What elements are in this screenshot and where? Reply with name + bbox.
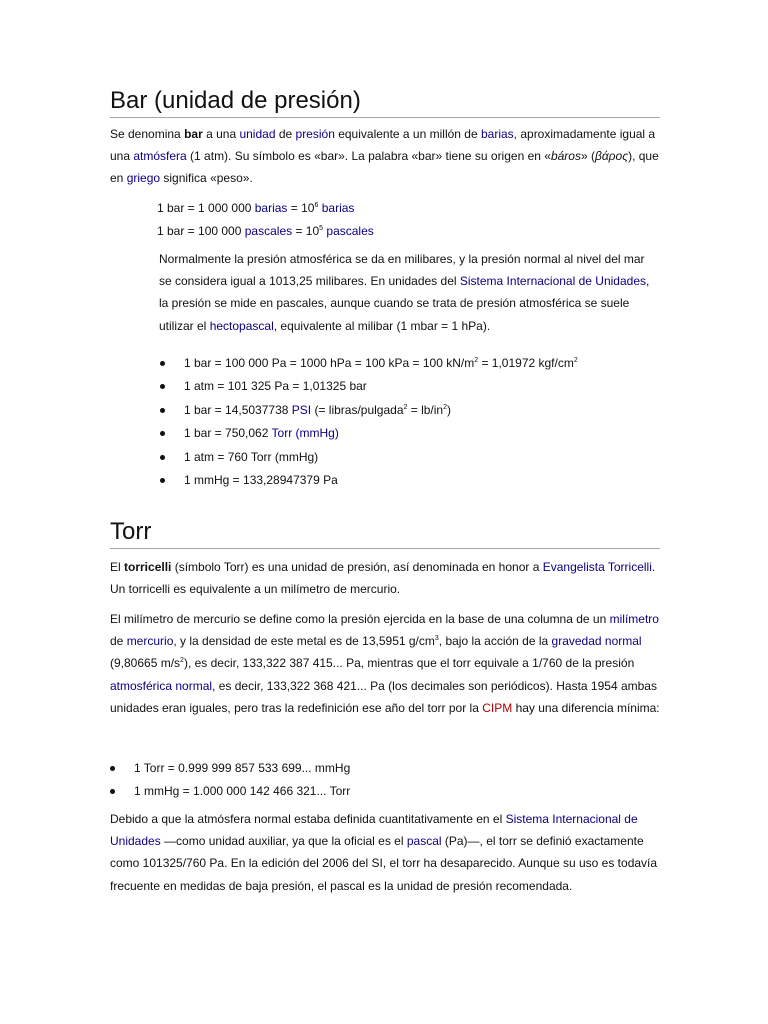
- link-pascales[interactable]: pascales: [244, 224, 293, 238]
- link-mercurio[interactable]: mercurio: [126, 634, 174, 649]
- link-barias[interactable]: barias: [480, 127, 514, 141]
- link-psi[interactable]: PSI: [291, 402, 312, 417]
- list-item: 1 bar = 14,5037738 PSI (= libras/pulgada$^2$ = $lb/in^2$): [160, 399, 660, 422]
- link-barias[interactable]: barias: [254, 201, 288, 215]
- torr-conversions-list: [110, 757, 660, 804]
- link-hectopascal[interactable]: hectopascal: [209, 318, 274, 333]
- intro-paragraph: Se denomina bar a una unidad de presión equivalente a un millón de barias, aproximadamente igual a una atmósfera (1 atm). Su símbolo es «bar». La palabra «bar» tiene su origen en «báros» (βάρος), que en griego significa «peso».: [110, 127, 659, 186]
- equation-bar-pascales: 1 bar = 100 000 pascales = $10^5$ pascales: [157, 224, 374, 238]
- list-item: 1 atm = 101 325 Pa = 1,01325 bar: [160, 375, 660, 398]
- link-presion[interactable]: presión: [295, 127, 335, 141]
- link-evangelista-torricelli[interactable]: Evangelista Torricelli: [542, 560, 652, 574]
- link-atmosferica-normal[interactable]: atmosférica normal: [110, 678, 213, 693]
- link-sistema-internacional[interactable]: Sistema Internacional de Unidades: [110, 812, 638, 849]
- term-torricelli: torricelli: [124, 560, 172, 574]
- list-item: 1 Torr = 0.999 999 857 533 699... mmHg: [110, 757, 660, 780]
- equation-bar-barias: 1 bar = 1 000 000 barias = $10^6$ barias: [157, 201, 355, 215]
- link-torr[interactable]: Torr (mmHg): [271, 426, 339, 441]
- list-item: 1 bar = 750,062 Torr (mmHg): [160, 422, 660, 445]
- link-cipm[interactable]: CIPM: [482, 700, 513, 715]
- link-atmosfera[interactable]: atmósfera: [133, 149, 187, 164]
- list-item: 1 atm = 760 Torr (mmHg): [160, 446, 660, 469]
- link-barias[interactable]: barias: [321, 201, 355, 215]
- si-paragraph: Debido a que la atmósfera normal estaba definida cuantitativamente en el Sistema Internacional de Unidades —como unidad auxiliar, ya que la oficial es el pascal (Pa)—, el torr se definió exactamente como 101325/760 Pa. En la edición del 2006 del SI, el torr ha desaparecido. Aunque su uso es todavía frecuente en medidas de baja presión, el pascal es la unidad de presión recomendada.: [110, 812, 658, 893]
- list-item: 1 bar = 100 000 Pa = 1000 hPa = 100 kPa = 100 $kN/m^2 = 1,01972$ kgf/$cm^2$: [160, 352, 660, 375]
- list-item: 1 mmHg = 133,28947379 Pa: [160, 469, 660, 492]
- torr-intro-paragraph: El torricelli (símbolo Torr) es una unidad de presión, así denominada en honor a Evangelista Torricelli. Un torricelli es equivalente a un milímetro de mercurio.: [110, 560, 656, 597]
- list-item: 1 mmHg = 1.000 000 142 466 321... Torr: [110, 780, 660, 803]
- mercury-paragraph: El milímetro de mercurio se define como la presión ejercida en la base de una columna de un milímetro de mercurio, y la densidad de este metal es de 13,5951 $g/cm^3$, bajo la acción de la gravedad normal (9,80665 $m/s^2$), es decir, 133,322 387 415... Pa, mientras que el torr equivale a 1/760 de la presión atmosférica normal, es decir, 133,322 368 421... Pa (los decimales son periódicos). Hasta 1954 ambas unidades eran iguales, pero tras la redefinición ese año del torr por la CIPM hay una diferencia mínima:: [110, 612, 660, 715]
- link-unidad[interactable]: unidad: [239, 127, 276, 141]
- section-heading-bar: Bar (unidad de presión): [110, 86, 660, 118]
- section-heading-torr: Torr: [110, 517, 660, 549]
- bar-conversions-list: [160, 352, 660, 492]
- link-milimetro[interactable]: milímetro: [609, 612, 659, 626]
- link-sistema-internacional[interactable]: Sistema Internacional de Unidades: [459, 274, 646, 289]
- link-pascales[interactable]: pascales: [326, 224, 374, 238]
- term-bar: bar: [184, 127, 203, 141]
- link-griego[interactable]: griego: [126, 171, 161, 186]
- pressure-paragraph: Normalmente la presión atmosférica se da en milibares, y la presión normal al nivel del mar se considera igual a 1013,25 milibares. En unidades del Sistema Internacional de Unidades, la presión se mide en pascales, aunque cuando se trata de presión atmosférica se suele utilizar el hectopascal, equivalente al milibar (1 mbar = 1 hPa).: [159, 252, 650, 333]
- link-pascal[interactable]: pascal: [406, 834, 442, 849]
- link-gravedad-normal[interactable]: gravedad normal: [551, 634, 642, 649]
